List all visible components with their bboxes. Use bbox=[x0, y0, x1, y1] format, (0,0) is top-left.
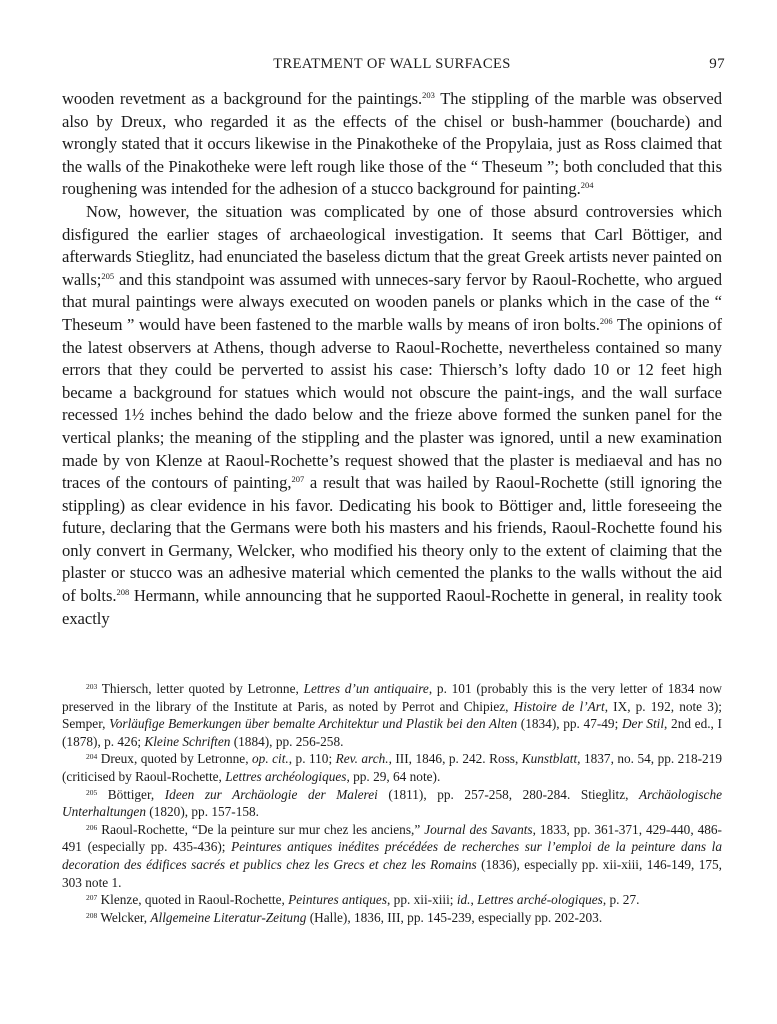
text-run: , 2nd ed., I (1878), p. 426; bbox=[62, 716, 722, 749]
footnote-205 bbox=[62, 786, 722, 821]
italic-title: Peintures antiques inédites précédées de recherches sur l’emploi de la peinture dans la decoration des édifices sacrés et publics chez les Grecs et chez les Romains bbox=[62, 839, 722, 872]
footnotes bbox=[62, 680, 722, 926]
italic-title: Journal des Savants bbox=[424, 821, 533, 837]
italic-title: Ideen zur Archäologie der Malerei bbox=[164, 786, 378, 802]
text-run: (1834), pp. 47-49; bbox=[517, 716, 622, 732]
text-run: Dreux, quoted by Letronne, bbox=[97, 751, 253, 767]
text-run: Hermann, while announcing that he supported Raoul-Rochette in general, in reality took exactly bbox=[62, 586, 722, 628]
italic-title: Vorläufige Bemerkungen über bemalte Architektur und Plastik bei den Alten bbox=[109, 716, 518, 732]
italic-title: Peintures antiques bbox=[288, 892, 388, 908]
footnote-number: 204 bbox=[86, 752, 98, 762]
text-run: , p. 110; bbox=[288, 751, 336, 767]
text-run: a result that was hailed by Raoul-Rochette (still ignoring the stippling) as clear evidence in his favor. Dedicating his book to Böttiger and, little foreseeing the future, declaring that the Germans were both his masters and his friends, Raoul-Rochette found his only convert in Germany, Welcker, who modified his theory only to the extent of claiming that the plaster or stucco was an adhesive material which cemented the planks to the walls without the aid of bolts. bbox=[62, 473, 722, 606]
text-run: (1820), pp. 157-158. bbox=[145, 804, 259, 820]
chapter-title: TREATMENT OF WALL SURFACES bbox=[273, 56, 511, 72]
text-run: Raoul-Rochette, “De la peinture sur mur chez les anciens,” bbox=[97, 821, 425, 837]
text-run: , p. 27. bbox=[602, 892, 640, 908]
italic-title: Rev. arch. bbox=[335, 751, 389, 767]
text-run: , III, 1846, p. 242. Ross, bbox=[388, 751, 522, 767]
footnote-marker: 204 bbox=[580, 180, 594, 191]
text-run: , p. 101 (probably this is the very letter of 1834 now preserved in the library of the Institute at Paris, as noted by Perrot and Chipiez, bbox=[62, 681, 723, 714]
text-run: (1836), especially pp. xii-xiii, 146-149, 175, 303 note 1. bbox=[62, 856, 723, 890]
text-run: wooden revetment as a background for the paintings. bbox=[62, 89, 423, 108]
italic-title: Kunstblatt bbox=[521, 751, 578, 767]
footnote-204 bbox=[62, 750, 722, 785]
running-header bbox=[62, 56, 725, 78]
page-number: 97 bbox=[709, 56, 725, 72]
footnote-206 bbox=[62, 821, 722, 891]
footnote-207 bbox=[62, 891, 722, 909]
footnote-marker: 206 bbox=[599, 315, 613, 326]
text-run: Now, however, the situation was complicated by one of those absurd controversies which disfigured the earlier stages of archaeological investigation. It seems that Carl Böttiger, and afterwards Stieglitz, had enunciated the baseless dictum that the great Greek artists never painted on walls; bbox=[62, 201, 722, 289]
footnote-marker: 208 bbox=[116, 587, 130, 598]
footnote-marker: 205 bbox=[101, 270, 115, 281]
text-run: Thiersch, letter quoted by Letronne, bbox=[97, 681, 304, 696]
italic-title: Lettres arché-ologiques bbox=[477, 892, 603, 908]
italic-title: Kleine Schriften bbox=[144, 733, 231, 749]
footnote-number: 205 bbox=[86, 787, 98, 797]
text-run: , 1837, no. 54, pp. 218-219 (criticised by Raoul-Rochette, bbox=[62, 751, 722, 784]
italic-title: Archäologische Unterhaltungen bbox=[62, 786, 722, 820]
footnote-marker: 207 bbox=[291, 474, 305, 485]
text-run: (Halle), 1836, III, pp. 145-239, especially pp. 202-203. bbox=[306, 909, 603, 925]
text-run: The stippling of the marble was observed also by Dreux, who regarded it as the effects of the chisel or bush-hammer (boucharde) and wrongly stated that it occurs likewise in the Pinakotheke of the Propylaia, just as Ross claimed that the walls of the Pinakotheke were left rough like those of the “ Theseum ”; both concluded that this roughening was intended for the adhesion of a stucco background for painting. bbox=[62, 89, 722, 199]
text-run: , 1833, pp. 361-371, 429-440, 486-491 (especially pp. 435-436); bbox=[62, 821, 722, 855]
text-run: , IX, p. 192, note 3); Semper, bbox=[62, 698, 723, 732]
main-text bbox=[62, 88, 722, 630]
footnote-number: 206 bbox=[86, 822, 98, 832]
footnote-marker: 203 bbox=[422, 90, 435, 100]
text-run: , pp. xii-xiii; bbox=[387, 892, 457, 908]
footnote-number: 207 bbox=[86, 893, 98, 903]
text-run: and this standpoint was assumed with unneces-sary fervor by Raoul-Rochette, who argued that mural paintings were always executed on wooden panels or planks which in the case of the “ Theseum ” would have been fastened to the marble walls by means of iron bolts. bbox=[62, 269, 722, 334]
text-run: The opinions of the latest observers at Athens, though adverse to Raoul-Rochette, nevertheless contained so many errors that they could be perverted to assist his case: Thiersch’s lofty dado 10 or 12 feet high became a background for statues which would not obscure the paint-ings, and the wall surface recessed 1½ inches behind the dado below and the frieze above formed the sunken panel for the vertical planks; the meaning of the stippling and the plaster was ignored, until a new examination made by von Klenze at Raoul-Rochette’s request showed that the plaster is mediaeval and has no traces of the contours of painting, bbox=[62, 314, 722, 493]
italic-title: id. bbox=[456, 892, 471, 908]
footnote-203 bbox=[62, 680, 722, 750]
text-run: (1884), pp. 256-258. bbox=[230, 733, 344, 749]
text-run: , pp. 29, 64 note). bbox=[346, 768, 441, 784]
text-run: Welcker, bbox=[97, 909, 151, 925]
text-run: Klenze, quoted in Raoul-Rochette, bbox=[97, 892, 289, 908]
italic-title: Histoire de l’Art bbox=[513, 698, 605, 714]
italic-title: Lettres archéologiques bbox=[225, 768, 347, 784]
text-run: , bbox=[470, 892, 478, 908]
body-paragraph bbox=[62, 201, 722, 630]
body-paragraph bbox=[62, 88, 722, 201]
text-run: (1811), pp. 257-258, 280-284. Stieglitz, bbox=[377, 786, 640, 802]
footnote-number: 208 bbox=[86, 910, 98, 920]
italic-title: Lettres d’un antiquaire bbox=[303, 681, 429, 696]
italic-title: op. cit. bbox=[252, 751, 289, 767]
text-run: Böttiger, bbox=[97, 786, 165, 802]
footnote-208 bbox=[62, 909, 722, 927]
italic-title: Der Stil bbox=[621, 716, 665, 732]
footnote-number: 203 bbox=[86, 682, 98, 691]
italic-title: Allgemeine Literatur-Zeitung bbox=[150, 909, 307, 925]
